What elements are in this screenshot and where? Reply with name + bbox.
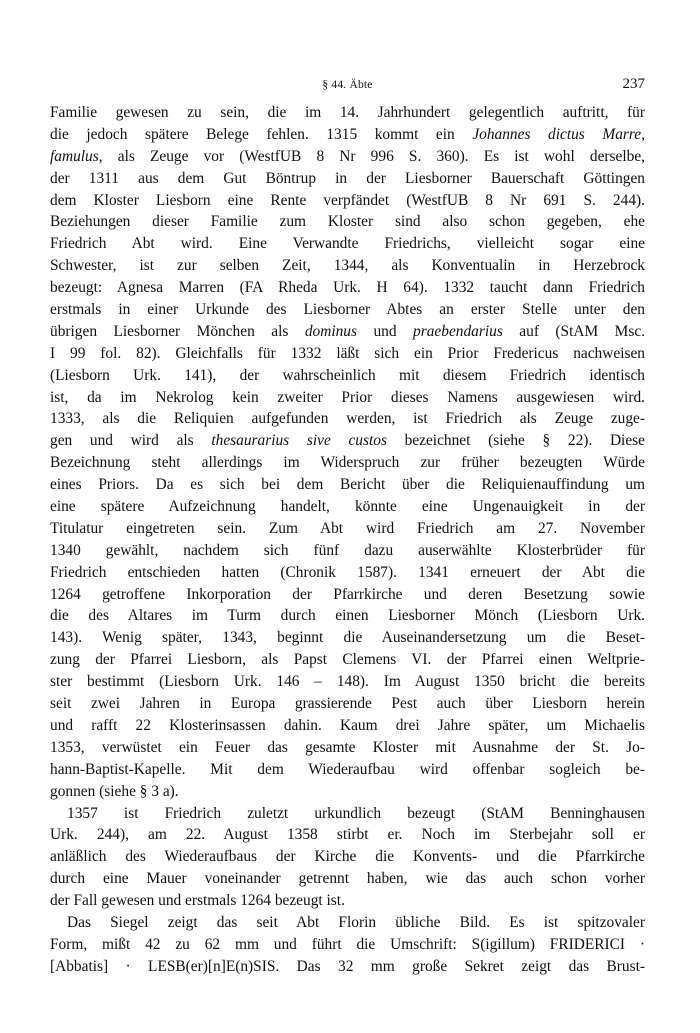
text-line: 1264 getroffene Inkorporation der Pfarrkirche und deren Besetzung sowie — [50, 585, 645, 603]
text-line: Titulatur eingetreten sein. Zum Abt wird Friedrich am 27. November — [50, 519, 645, 537]
running-head — [50, 76, 645, 98]
text-line: und rafft 22 Klosterinsassen dahin. Kaum drei Jahre später, um Michaelis — [50, 716, 645, 734]
text-line: ster bestimmt (Liesborn Urk. 146 – 148). Im August 1350 bricht die bereits — [50, 673, 645, 691]
text-line: seit zwei Jahren in Europa grassierende Pest auch über Liesborn herein — [50, 695, 645, 713]
text-line: 1357 ist Friedrich zuletzt urkundlich bezeugt (StAM Benninghausen — [67, 804, 645, 822]
text-line: hann-Baptist-Kapelle. Mit dem Wiederaufbau wird offenbar sogleich be- — [50, 760, 645, 778]
text-line: Schwester, ist zur selben Zeit, 1344, als Konventualin in Herzebrock — [50, 257, 645, 275]
text-line: 1340 gewählt, nachdem sich fünf dazu auserwählte Klosterbrüder für — [50, 541, 645, 559]
text-line: Das Siegel zeigt das seit Abt Florin übliche Bild. Es ist spitzovaler — [67, 913, 645, 931]
text-line: die des Altares im Turm durch einen Liesborner Mönch (Liesborn Urk. — [50, 607, 645, 625]
text-line: Urk. 244), am 22. August 1358 stirbt er. Noch im Sterbejahr soll er — [50, 826, 645, 844]
text-line: durch eine Mauer voneinander getrennt haben, wie das auch schon vorher — [50, 870, 645, 888]
text-line: dem Kloster Liesborn eine Rente verpfändet (WestfUB 8 Nr 691 S. 244). — [50, 191, 645, 209]
body-text — [50, 102, 645, 978]
text-line: ist, da im Nekrolog kein zweiter Prior dieses Namens ausgewiesen wird. — [50, 388, 645, 406]
text-line: der Fall gewesen und erstmals 1264 bezeugt ist. — [50, 892, 345, 910]
section-title: § 44. Äbte — [322, 79, 373, 91]
text-line: Friedrich Abt wird. Eine Verwandte Friedrichs, vielleicht sogar eine — [50, 235, 645, 253]
text-line: I 99 fol. 82). Gleichfalls für 1332 läßt sich ein Prior Fredericus nachweisen — [50, 344, 645, 362]
text-line: 1353, verwüstet ein Feuer das gesamte Kloster mit Ausnahme der St. Jo- — [50, 738, 645, 756]
text-line: 143). Wenig später, 1343, beginnt die Auseinandersetzung um die Beset- — [50, 629, 645, 647]
text-line: gen und wird als thesaurarius sive custos bezeichnet (siehe § 22). Diese — [50, 432, 645, 450]
text-line: erstmals in einer Urkunde des Liesborner Abtes an erster Stelle unter den — [50, 301, 645, 319]
text-line: eines Priors. Da es sich bei dem Bericht über die Reliquienauffindung um — [50, 476, 645, 494]
text-line: zung der Pfarrei Liesborn, als Papst Clemens VI. der Pfarrei einen Weltprie- — [50, 651, 645, 669]
text-line: gonnen (siehe § 3 a). — [50, 782, 179, 800]
text-line: der 1311 aus dem Gut Böntrup in der Liesborner Bauerschaft Göttingen — [50, 169, 645, 187]
text-line: bezeugt: Agnesa Marren (FA Rheda Urk. H 64). 1332 taucht dann Friedrich — [50, 279, 645, 297]
text-line: Beziehungen dieser Familie zum Kloster sind also schon gegeben, ehe — [50, 213, 645, 231]
text-line: die jedoch spätere Belege fehlen. 1315 kommt ein Johannes dictus Marre, — [50, 125, 645, 143]
text-line: Friedrich entschieden hatten (Chronik 1587). 1341 erneuert der Abt die — [50, 563, 645, 581]
text-line: [Abbatis] · LESB(er)[n]E(n)SIS. Das 32 mm große Sekret zeigt das Brust- — [50, 957, 645, 975]
text-line: 1333, als die Reliquien aufgefunden werden, ist Friedrich als Zeuge zuge- — [50, 410, 645, 428]
text-line: (Liesborn Urk. 141), der wahrscheinlich mit diesem Friedrich identisch — [50, 366, 645, 384]
text-line: Bezeichnung steht allerdings im Widerspruch zur früher bezeugten Würde — [50, 454, 645, 472]
text-line: eine spätere Aufzeichnung handelt, könnte eine Ungenauigkeit in der — [50, 498, 645, 516]
text-line: Form, mißt 42 zu 62 mm und führt die Umschrift: S(igillum) FRIDERICI · — [50, 935, 645, 953]
text-line: anläßlich des Wiederaufbaus der Kirche die Konvents- und die Pfarrkirche — [50, 848, 645, 866]
text-line: Familie gewesen zu sein, die im 14. Jahrhundert gelegentlich auftritt, für — [50, 104, 645, 121]
page-number: 237 — [622, 76, 645, 92]
text-line: übrigen Liesborner Mönchen als dominus und praebendarius auf (StAM Msc. — [50, 322, 646, 340]
text-line: famulus, als Zeuge vor (WestfUB 8 Nr 996 S. 360). Es ist wohl derselbe, — [50, 147, 645, 165]
